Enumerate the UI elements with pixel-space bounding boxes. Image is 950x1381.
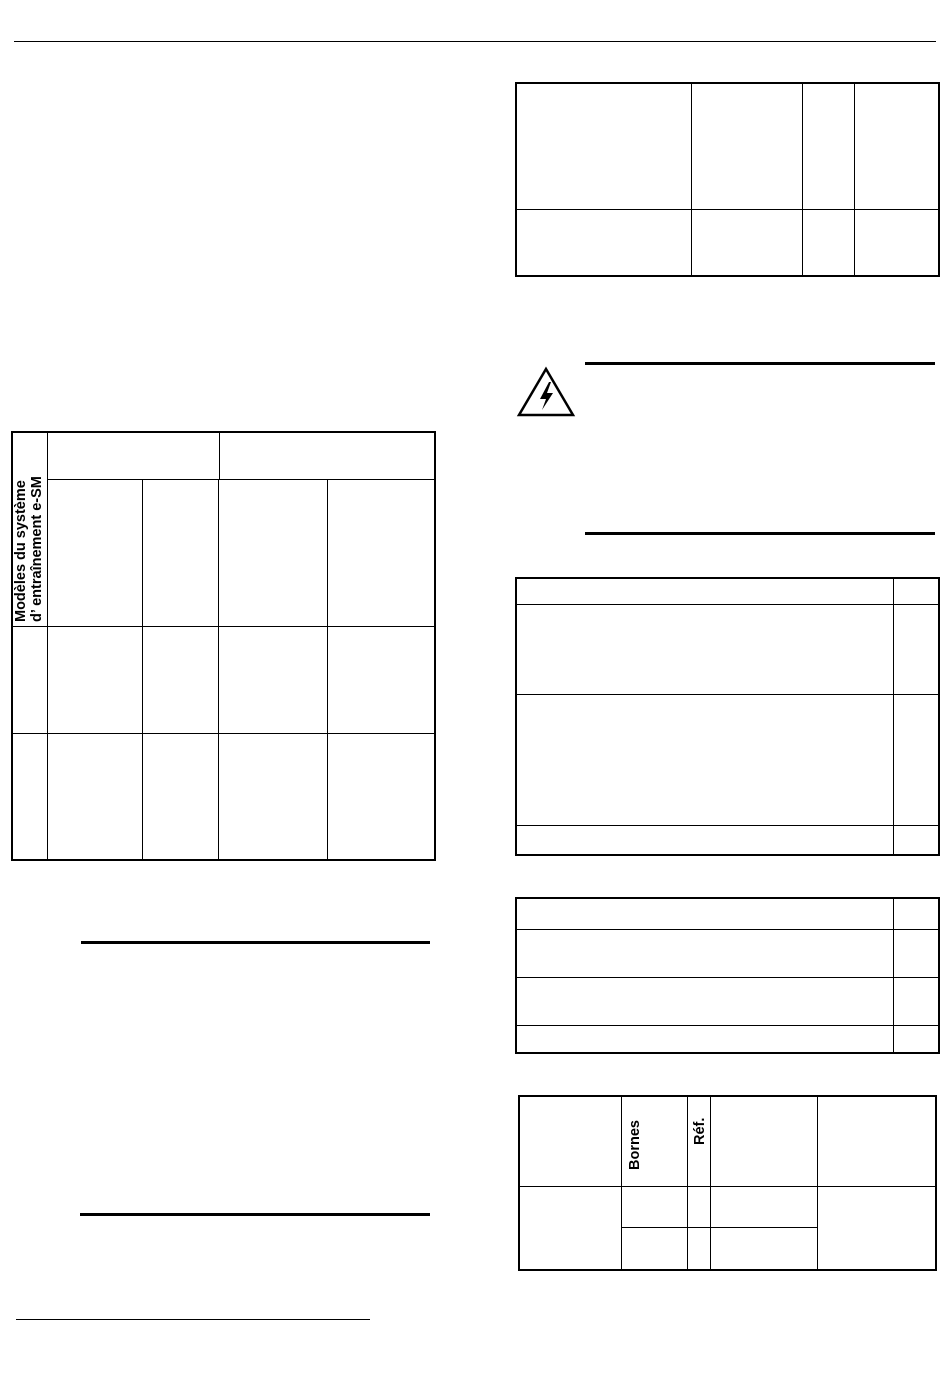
col-header-ref: Réf. xyxy=(692,1117,708,1145)
footnote-rule xyxy=(16,1319,370,1320)
page-header-rule xyxy=(14,41,936,42)
warning-bottom-rule xyxy=(585,532,935,535)
models-header-vertical xyxy=(13,432,45,622)
section-rule-1 xyxy=(81,941,430,944)
warning-top-rule xyxy=(585,362,935,365)
section-rule-2 xyxy=(80,1213,430,1216)
high-voltage-warning-icon xyxy=(516,366,576,418)
models-header-line2: d’ entraînement e-SM xyxy=(29,476,45,622)
col-header-bornes: Bornes xyxy=(627,1120,643,1170)
models-header-line1: Modèles du système xyxy=(13,480,29,622)
